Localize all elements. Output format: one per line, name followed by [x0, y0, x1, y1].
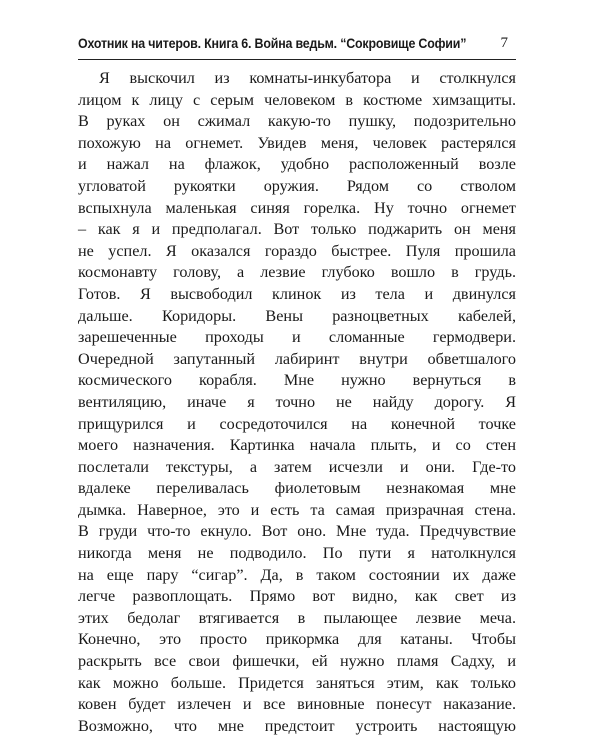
text-line: послетали текстуры, а затем исчезли и они. Где-то	[78, 457, 516, 476]
text-line: дымка. Наверное, это и есть та самая призрачная стена.	[78, 500, 516, 519]
text-line: прищурился и сосредоточился на конечной точке	[78, 414, 516, 433]
text-line: вспыхнула маленькая синяя горелка. Ну точно огнемет	[78, 198, 516, 217]
text-line: моего назначения. Картинка начала плыть, и со стен	[78, 436, 516, 455]
text-line: Готов. Я высвободил клинок из тела и двинулся	[78, 284, 516, 303]
text-line: легче развоплощать. Прямо вот видно, как свет из	[78, 587, 516, 606]
text-line: зарешеченные проходы и сломанные гермодвери.	[78, 328, 516, 347]
text-line: Возможно, что мне предстоит устроить настоящую	[78, 716, 516, 735]
text-line: угловатой рукоятки оружия. Рядом со стволом	[78, 176, 516, 195]
text-line: дальше. Коридоры. Вены разноцветных кабелей,	[78, 306, 516, 325]
text-line: ковен будет излечен и все виновные понесут наказание.	[78, 695, 516, 714]
text-line: как можно больше. Придется заняться этим, как только	[78, 673, 516, 692]
running-header	[78, 34, 516, 60]
text-line: – как я и предполагал. Вот только поджарить он меня	[78, 220, 516, 239]
text-line: Я выскочил из комнаты-инкубатора и столкнулся	[99, 69, 516, 87]
text-line: раскрыть все свои фишечки, ей нужно пламя Садху, и	[78, 652, 516, 671]
text-line: вентиляцию, иначе я точно не найду дорогу. Я	[78, 392, 516, 411]
header-title: Охотник на читеров. Книга 6. Война ведьм. “Сокровище Софии”	[78, 36, 467, 51]
text-line: на еще пару “сигар”. Да, в таком состоянии их даже	[78, 565, 516, 584]
text-line: вдалеке переливалась фиолетовым незнакомая мне	[78, 479, 516, 498]
body-text	[78, 68, 516, 737]
text-line: Очередной запутанный лабиринт внутри обветшалого	[78, 349, 516, 368]
text-line: Конечно, это просто прикормка для катаны. Чтобы	[78, 630, 516, 649]
text-line: похожую на огнемет. Увидев меня, человек растерялся	[78, 133, 516, 152]
text-line: этих бедолаг втягивается в пылающее лезвие меча.	[78, 608, 516, 627]
text-line: и нажал на флажок, удобно расположенный возле	[78, 155, 516, 174]
text-line: В груди что-то екнуло. Вот оно. Мне туда. Предчувствие	[78, 522, 516, 541]
text-line: космического корабля. Мне нужно вернуться в	[78, 371, 516, 390]
text-line: никогда меня не подводило. По пути я натолкнулся	[78, 544, 516, 563]
text-line: не успел. Я оказался гораздо быстрее. Пуля прошила	[78, 241, 516, 260]
text-line: В руках он сжимал какую-то пушку, подозрительно	[78, 112, 516, 131]
text-line: космонавту голову, а лезвие глубоко вошло в грудь.	[78, 263, 516, 282]
text-line: лицом к лицу с серым человеком в костюме химзащиты.	[78, 90, 516, 109]
page-number: 7	[500, 35, 508, 51]
